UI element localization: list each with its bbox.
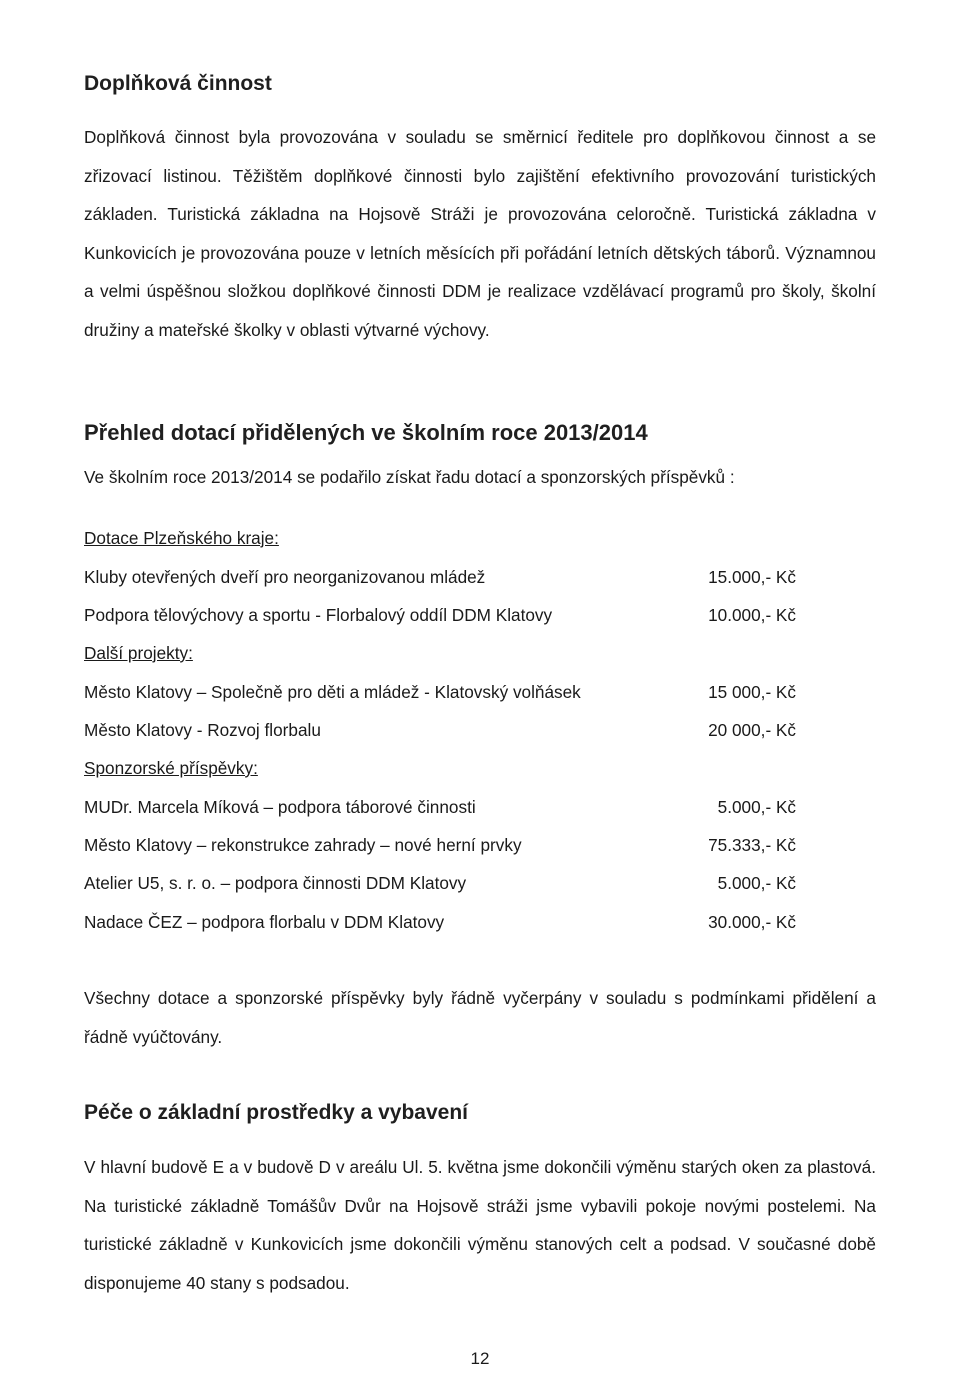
grant-name: Podpora tělovýchovy a sportu - Florbalový oddíl DDM Klatovy bbox=[84, 605, 553, 625]
grant-amount: 5.000,- Kč bbox=[717, 797, 796, 817]
section-paragraph-doplnkova-cinnost: Doplňková činnost byla provozována v souladu se směrnicí ředitele pro doplňkovou činnost a se zřizovací listinou. Těžištěm doplňkové činnosti bylo zajištění efektivního provozování turistických základen. Turistická základna na Hojsově Stráži je provozována celoročně. Turistická základna v Kunkovicích je provozována pouze v letních měsících při pořádání letních dětských táborů. Významnou a velmi úspěšnou složkou doplňkové činnosti DDM je realizace vzdělávací programů pro školy, školní družiny a mateřské školky v oblasti výtvarné výchovy. bbox=[84, 127, 876, 340]
grant-amount: 15 000,- Kč bbox=[708, 682, 796, 702]
subheading-dalsi-projekty: Další projekty: bbox=[84, 643, 193, 663]
section-paragraph-pece-o-prostredky: V hlavní budově E a v budově D v areálu Ul. 5. května jsme dokončili výměnu starých oken za plastová. Na turistické základně Tomášův Dvůr na Hojsově stráži jsme vybavili pokoje novými postelemi. Na turistické základně v Kunkovicích jsme dokončili výměnu stanových celt a podsad. V současné době disponujeme 40 stany s podsadou. bbox=[84, 1157, 876, 1293]
grant-row bbox=[84, 795, 796, 819]
grant-name: Město Klatovy - Rozvoj florbalu bbox=[84, 720, 321, 740]
section-heading-pece-o-prostredky: Péče o základní prostředky a vybavení bbox=[84, 1101, 469, 1124]
subheading-sponzorske-prispevky: Sponzorské příspěvky: bbox=[84, 758, 258, 778]
grant-row bbox=[84, 718, 796, 742]
grant-row bbox=[84, 680, 796, 704]
grant-amount: 75.333,- Kč bbox=[708, 835, 796, 855]
grant-amount: 10.000,- Kč bbox=[708, 605, 796, 625]
page-number: 12 bbox=[470, 1349, 490, 1368]
grant-amount: 5.000,- Kč bbox=[717, 873, 796, 893]
grant-name: Město Klatovy – rekonstrukce zahrady – nové herní prvky bbox=[84, 835, 522, 855]
grant-row bbox=[84, 871, 796, 895]
section-intro-prehled-dotaci: Ve školním roce 2013/2014 se podařilo získat řadu dotací a sponzorských příspěvků : bbox=[84, 467, 735, 487]
section-heading-doplnkova-cinnost: Doplňková činnost bbox=[84, 72, 272, 95]
grant-name: Město Klatovy – Společně pro děti a mládež - Klatovský volňásek bbox=[84, 682, 581, 702]
grant-row bbox=[84, 910, 796, 934]
grant-amount: 20 000,- Kč bbox=[708, 720, 796, 740]
grant-amount: 15.000,- Kč bbox=[708, 567, 796, 587]
grant-row bbox=[84, 565, 796, 589]
section-closing-prehled-dotaci: Všechny dotace a sponzorské příspěvky byly řádně vyčerpány v souladu s podmínkami přidělení a řádně vyúčtovány. bbox=[84, 988, 876, 1047]
grant-name: Nadace ČEZ – podpora florbalu v DDM Klatovy bbox=[84, 912, 445, 932]
grant-name: MUDr. Marcela Míková – podpora táborové činnosti bbox=[84, 797, 476, 817]
grant-row bbox=[84, 833, 796, 857]
section-heading-prehled-dotaci: Přehled dotací přidělených ve školním roce 2013/2014 bbox=[84, 420, 648, 445]
grant-name: Atelier U5, s. r. o. – podpora činnosti DDM Klatovy bbox=[84, 873, 467, 893]
grant-name: Kluby otevřených dveří pro neorganizovanou mládež bbox=[84, 567, 486, 587]
grant-amount: 30.000,- Kč bbox=[708, 912, 796, 932]
grant-row bbox=[84, 603, 796, 627]
subheading-dotace-plzenskeho-kraje: Dotace Plzeňského kraje: bbox=[84, 528, 279, 548]
